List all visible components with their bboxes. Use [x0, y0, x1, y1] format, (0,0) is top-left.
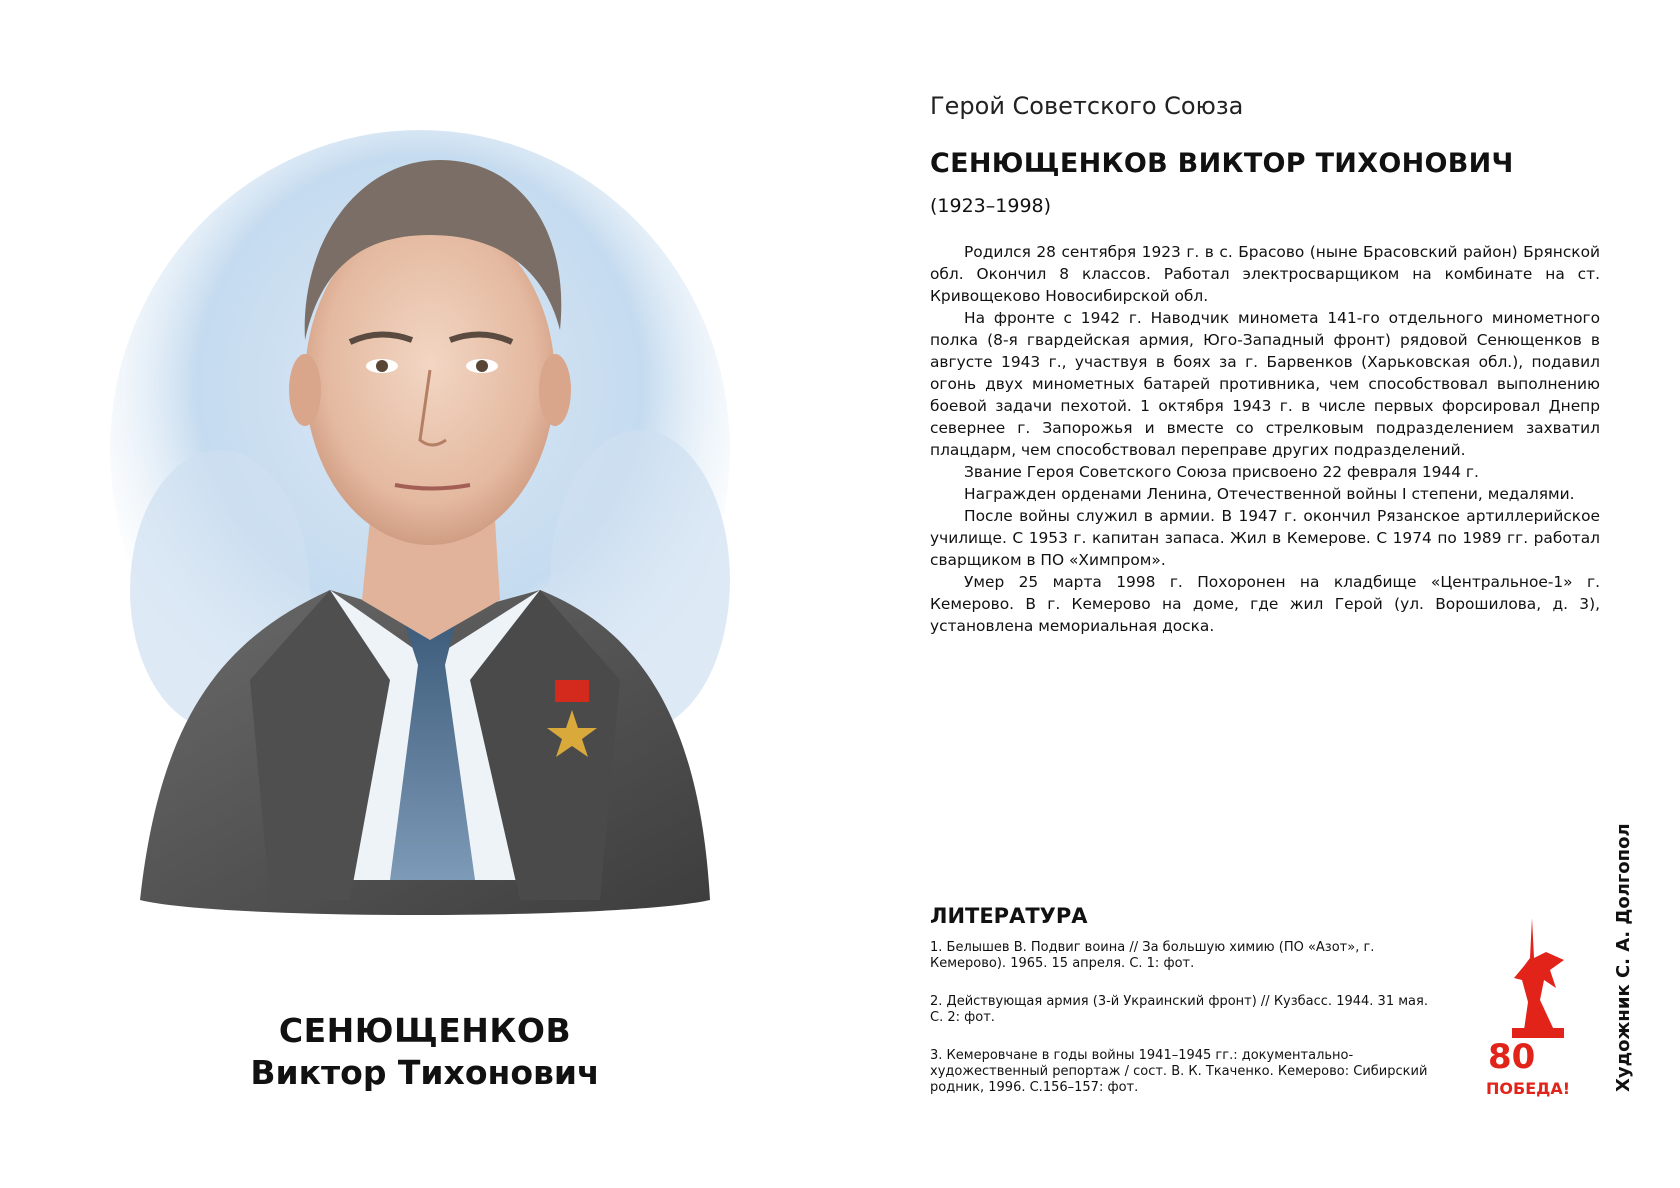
- bio-paragraph: Умер 25 марта 1998 г. Похоронен на кладбище «Центральное-1» г. Кемерово. В г. Кемерово на доме, где жил Герой (ул. Ворошилова, д. 3), установлена мемориальная доска.: [930, 573, 1600, 635]
- victory-80-logo: [1484, 918, 1580, 1100]
- bio-paragraph: На фронте с 1942 г. Наводчик миномета 141-го отдельного минометного полка (8-я гвардейская армия, Юго-Западный фронт) рядовой Сенющенков в августе 1943 г., участвуя в боях за г. Барвенков (Харьковская обл.), подавил огонь двух минометных батарей противника, чем способствовал выполнению боевой задачи пехотой. 1 октября 1943 г. в числе первых форсировал Днепр севернее г. Запорожья и вместе со стрелковым подразделением захватил плацдарм, чем способствовал переправе других подразделений.: [930, 309, 1600, 459]
- bio-paragraph: После войны служил в армии. В 1947 г. окончил Рязанское артиллерийское училище. С 1953 г. капитан запаса. Жил в Кемерове. С 1974 по 1989 гг. работал сварщиком в ПО «Химпром».: [930, 507, 1600, 569]
- bio-paragraph: Родился 28 сентября 1923 г. в с. Брасово (ныне Брасовский район) Брянской обл. Окончил 8 классов. Работал электросварщиком на комбинате на ст. Кривощеково Новосибирской обл.: [930, 243, 1600, 305]
- page-subtitle: Герой Советского Союза: [930, 92, 1244, 120]
- page-title: СЕНЮЩЕНКОВ ВИКТОР ТИХОНОВИЧ: [930, 148, 1514, 179]
- literature-item: 1. Белышев В. Подвиг воина // За большую химию (ПО «Азот», г. Кемерово). 1965. 15 апреля. С. 1: фот.: [930, 940, 1375, 971]
- portrait-image: [100, 120, 750, 980]
- literature-list: [930, 940, 1440, 1118]
- artist-credit: Художник С. А. Долгопол: [1613, 823, 1634, 1092]
- life-years: (1923–1998): [930, 195, 1052, 217]
- logo-word: ПОБЕДА!: [1486, 1079, 1571, 1098]
- logo-number: 80: [1488, 1037, 1536, 1077]
- biography: [930, 241, 1600, 637]
- literature-heading: ЛИТЕРАТУРА: [930, 904, 1088, 928]
- caption-given-name: Виктор Тихонович: [250, 1053, 600, 1092]
- bio-paragraph: Звание Героя Советского Союза присвоено 22 февраля 1944 г.: [964, 463, 1479, 481]
- portrait-caption: [100, 1010, 750, 1094]
- literature-item: 2. Действующая армия (3-й Украинский фронт) // Кузбасс. 1944. 31 мая. С. 2: фот.: [930, 994, 1428, 1025]
- bio-paragraph: Награжден орденами Ленина, Отечественной войны I степени, медалями.: [964, 485, 1575, 503]
- literature-item: 3. Кемеровчане в годы войны 1941–1945 гг.: документально-художественный репортаж / сост. В. К. Ткаченко. Кемерово: Сибирский родник, 1996. С.156–157: фот.: [930, 1048, 1428, 1095]
- caption-surname: СЕНЮЩЕНКОВ: [278, 1011, 572, 1050]
